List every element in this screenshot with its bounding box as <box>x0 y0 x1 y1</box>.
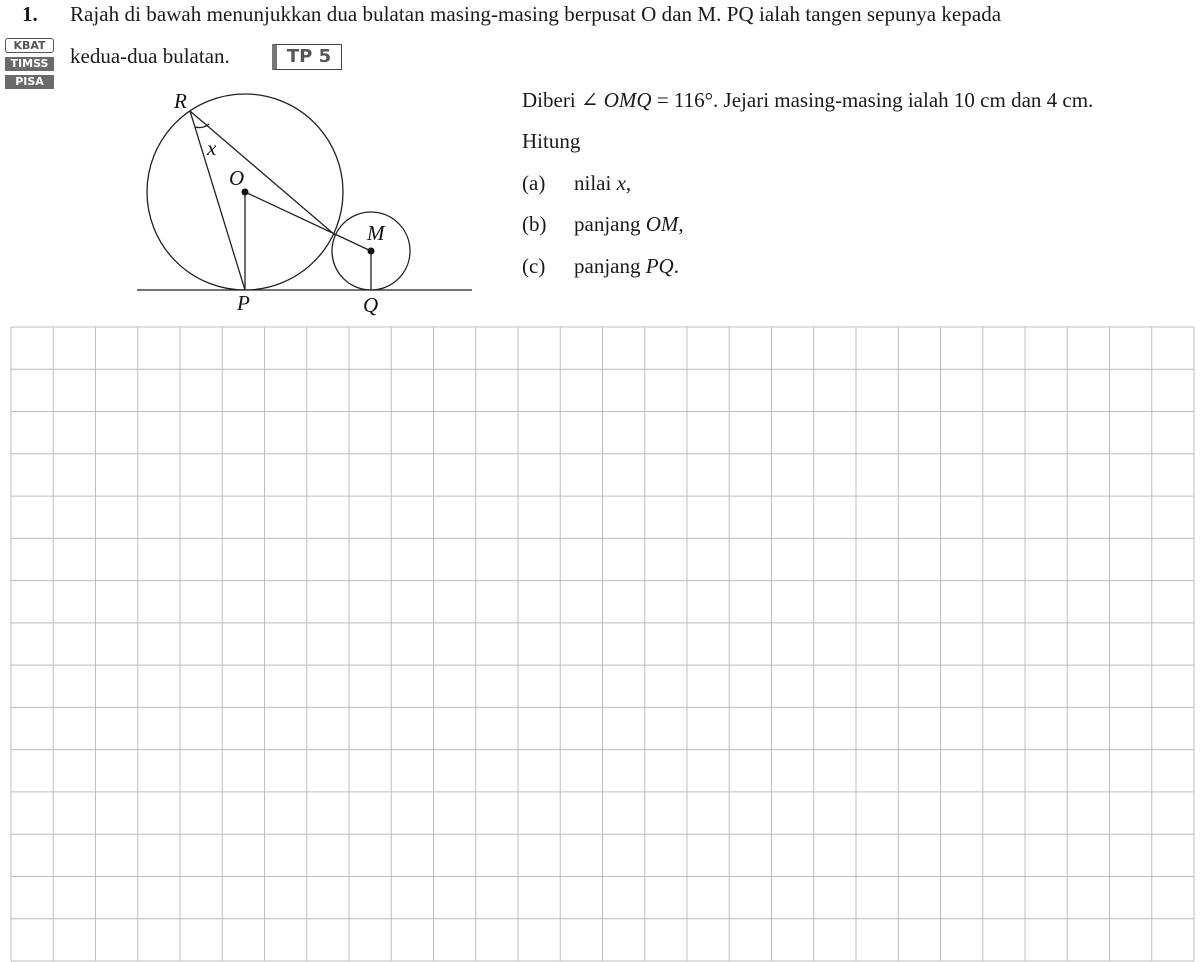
circles-diagram <box>0 0 480 325</box>
part-c-suffix: . <box>673 254 679 278</box>
center-m-dot <box>368 248 375 255</box>
question-text-line1: Rajah di bawah menunjukkan dua bulatan masing-masing berpusat O dan M. PQ ialah tangen sepunya kepada <box>70 2 1002 26</box>
part-a-label: (a) <box>522 171 546 195</box>
angle-symbol: ∠ <box>580 88 599 112</box>
part-a <box>522 171 631 196</box>
angle-value: = 116°. Jejari masing-masing ialah 10 cm dan 4 cm. <box>651 88 1094 112</box>
part-a-var: x <box>616 171 626 195</box>
part-a-suffix: , <box>625 171 632 195</box>
label-q: Q <box>363 293 379 317</box>
label-p: P <box>237 291 250 315</box>
answer-grid[interactable] <box>10 326 1195 962</box>
line-r-to-tangent-point <box>190 111 335 235</box>
timss-tag: TIMSS <box>5 57 54 71</box>
line-om <box>245 192 371 251</box>
chord-rp <box>190 111 245 290</box>
part-c-var: PQ <box>645 254 674 278</box>
given-statement <box>522 88 1093 113</box>
given-prefix: Diberi <box>522 88 581 112</box>
part-a-text: nilai <box>574 171 617 195</box>
part-b <box>522 212 684 237</box>
part-b-label: (b) <box>522 212 547 236</box>
part-b-var: OM <box>645 212 679 236</box>
label-m: M <box>367 221 385 245</box>
angle-name: OMQ <box>603 88 652 112</box>
part-b-text: panjang <box>574 212 646 236</box>
label-x: x <box>207 136 217 160</box>
part-b-suffix: , <box>678 212 684 236</box>
tp-level-badge: TP 5 <box>272 44 342 70</box>
part-c <box>522 254 679 279</box>
angle-x-arc <box>195 124 209 128</box>
part-c-label: (c) <box>522 254 546 278</box>
question-number: 1. <box>22 2 38 26</box>
label-o: O <box>229 166 245 190</box>
instruction-title: Hitung <box>522 129 581 153</box>
pisa-tag: PISA <box>5 75 54 89</box>
kbat-tag: KBAT <box>5 38 54 53</box>
part-c-text: panjang <box>574 254 646 278</box>
question-text-line2: kedua-dua bulatan. <box>70 44 230 68</box>
label-r: R <box>174 89 187 113</box>
